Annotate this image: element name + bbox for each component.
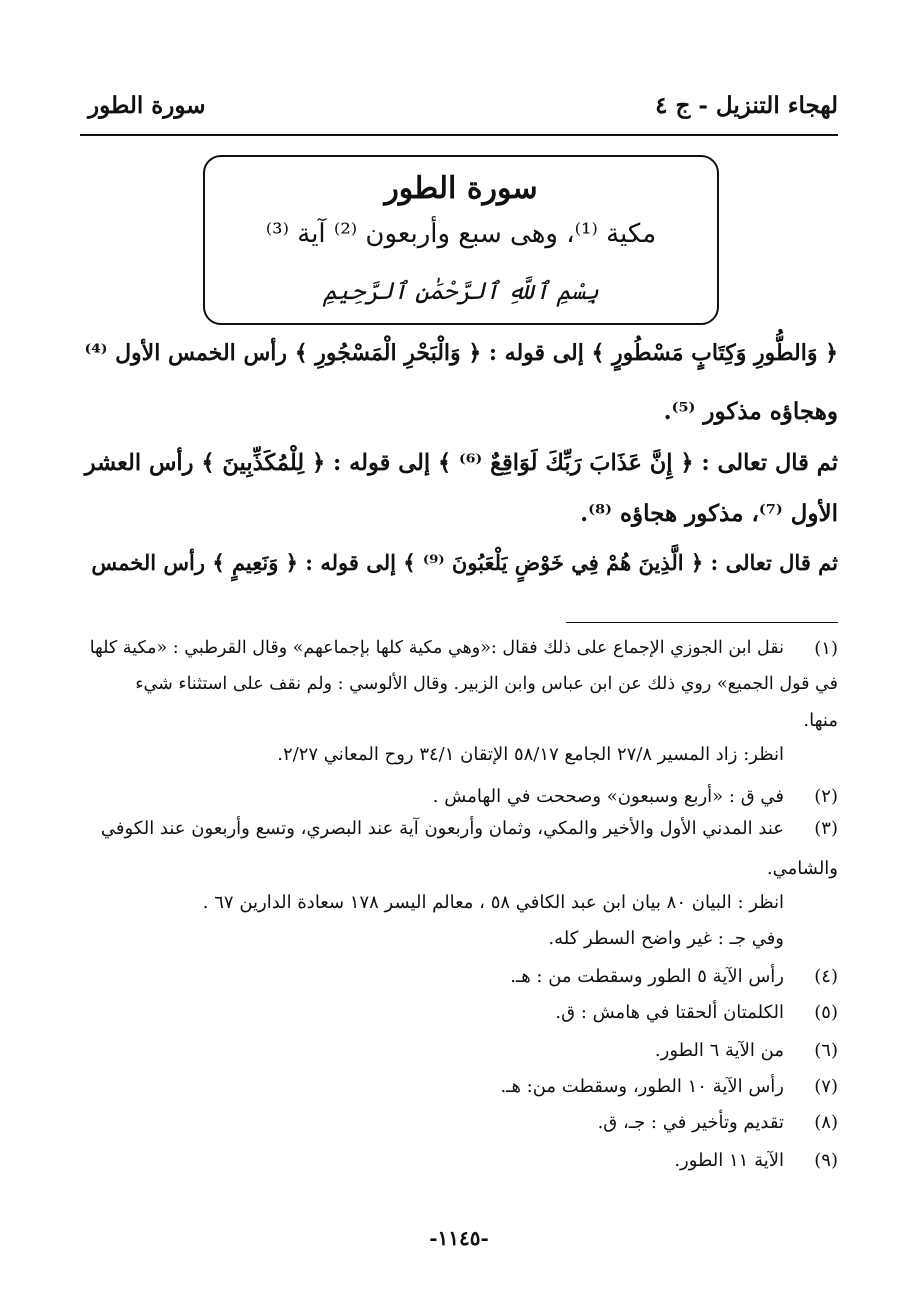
footnote-line: والشامي. xyxy=(766,858,838,879)
footnote-line: الكلمتان ألحقتا في هامش : ق. xyxy=(555,1002,784,1023)
footnote xyxy=(80,1112,838,1142)
surah-title-box xyxy=(203,155,719,325)
body-line: الأول ⁽⁷⁾، مذكور هجاؤه ⁽⁸⁾. xyxy=(580,500,838,527)
footnote-line: الآية ١١ الطور. xyxy=(674,1150,784,1171)
footnote-line: عند المدني الأول والأخير والمكي، وثمان وأربعون آية عند البصري، وتسع وأربعون عند الكوفي xyxy=(100,818,784,839)
footnote-number: (٧) xyxy=(814,1076,838,1097)
footnote xyxy=(80,1076,838,1106)
footnote-line: في قول الجميع» روي ذلك عن ابن عباس وابن الزبير. وقال الألوسي : ولم نقف على استثناء شيء xyxy=(135,674,838,694)
body-line: وهجاؤه مذكور ⁽⁵⁾. xyxy=(663,398,838,425)
footnote-line: انظر : البيان ٨٠ بيان ابن عبد الكافي ٥٨ ، معالم اليسر ١٧٨ سعادة الدارين ٦٧ . xyxy=(202,892,784,913)
footnote-line: منها. xyxy=(803,710,838,731)
surah-description: مكية ⁽¹⁾، وهى سبع وأربعون ⁽²⁾ آية ⁽³⁾ xyxy=(265,219,657,249)
body-line: ثم قال تعالى : ﴿ إِنَّ عَذَابَ رَبِّكَ لَوَاقِعٌ ⁽⁶⁾ ﴾ إلى قوله : ﴿ لِلْمُكَذِّبِينَ ﴾ رأس العشر xyxy=(84,450,838,476)
footnote-number: (٤) xyxy=(814,966,838,987)
footnote-line: من الآية ٦ الطور. xyxy=(654,1040,784,1061)
footnote xyxy=(80,1002,838,1032)
footnote-line: وفي جـ : غير واضح السطر كله. xyxy=(548,928,784,949)
body-line: ﴿ وَالطُّورِ وَكِتَابٍ مَسْطُورٍ ﴾ إلى قوله : ﴿ وَالْبَحْرِ الْمَسْجُورِ ﴾ رأس الخمس الأول ⁽⁴⁾ xyxy=(84,340,838,366)
footnote xyxy=(80,818,838,958)
footnote xyxy=(80,1040,838,1070)
footnote-number: (١) xyxy=(814,638,838,659)
footnote xyxy=(80,786,838,816)
footnote-number: (٦) xyxy=(814,1040,838,1061)
book-title-header: لهجاء التنزيل - ج ٤ xyxy=(655,92,838,119)
header-divider xyxy=(80,134,838,136)
surah-name: سورة الطور xyxy=(384,171,538,206)
footnote-number: (٥) xyxy=(814,1002,838,1023)
footnote xyxy=(80,1150,838,1180)
footnote-line: رأس الآية ١٠ الطور، وسقطت من: هـ. xyxy=(500,1076,784,1097)
body-line: ثم قال تعالى : ﴿ الَّذِينَ هُمْ فِي خَوْضٍ يَلْعَبُونَ ⁽⁹⁾ ﴾ إلى قوله : ﴿ وَنَعِيمٍ ﴾ رأس الخمس xyxy=(91,550,838,575)
footnote xyxy=(80,638,838,778)
footnote-line: نقل ابن الجوزي الإجماع على ذلك فقال :«وهي مكية كلها بإجماعهم» وقال القرطبي : «مكية كلها xyxy=(89,638,784,658)
footnote-number: (٢) xyxy=(814,786,838,807)
footnote-line: في ق : «أربع وسبعون» وصححت في الهامش . xyxy=(432,786,784,807)
page-number: -١١٤٥- xyxy=(429,1226,489,1250)
footnote-divider xyxy=(566,622,838,623)
footnote-number: (٣) xyxy=(814,818,838,839)
page-header xyxy=(0,0,918,150)
footnote-number: (٨) xyxy=(814,1112,838,1133)
footnote-line: تقديم وتأخير في : جـ، ق. xyxy=(597,1112,784,1133)
footnote-line: انظر: زاد المسير ٢٧/٨ الجامع ٥٨/١٧ الإتقان ٣٤/١ روح المعاني ٢/٢٧. xyxy=(277,744,784,765)
surah-title-header: سورة الطور xyxy=(88,92,206,119)
footnote-number: (٩) xyxy=(814,1150,838,1171)
footnote-line: رأس الآية ٥ الطور وسقطت من : هـ. xyxy=(510,966,784,987)
footnote xyxy=(80,966,838,996)
basmala: بِسْمِ ٱللَّهِ ٱلرَّحْمَٰنِ ٱلرَّحِيمِ xyxy=(322,277,599,305)
